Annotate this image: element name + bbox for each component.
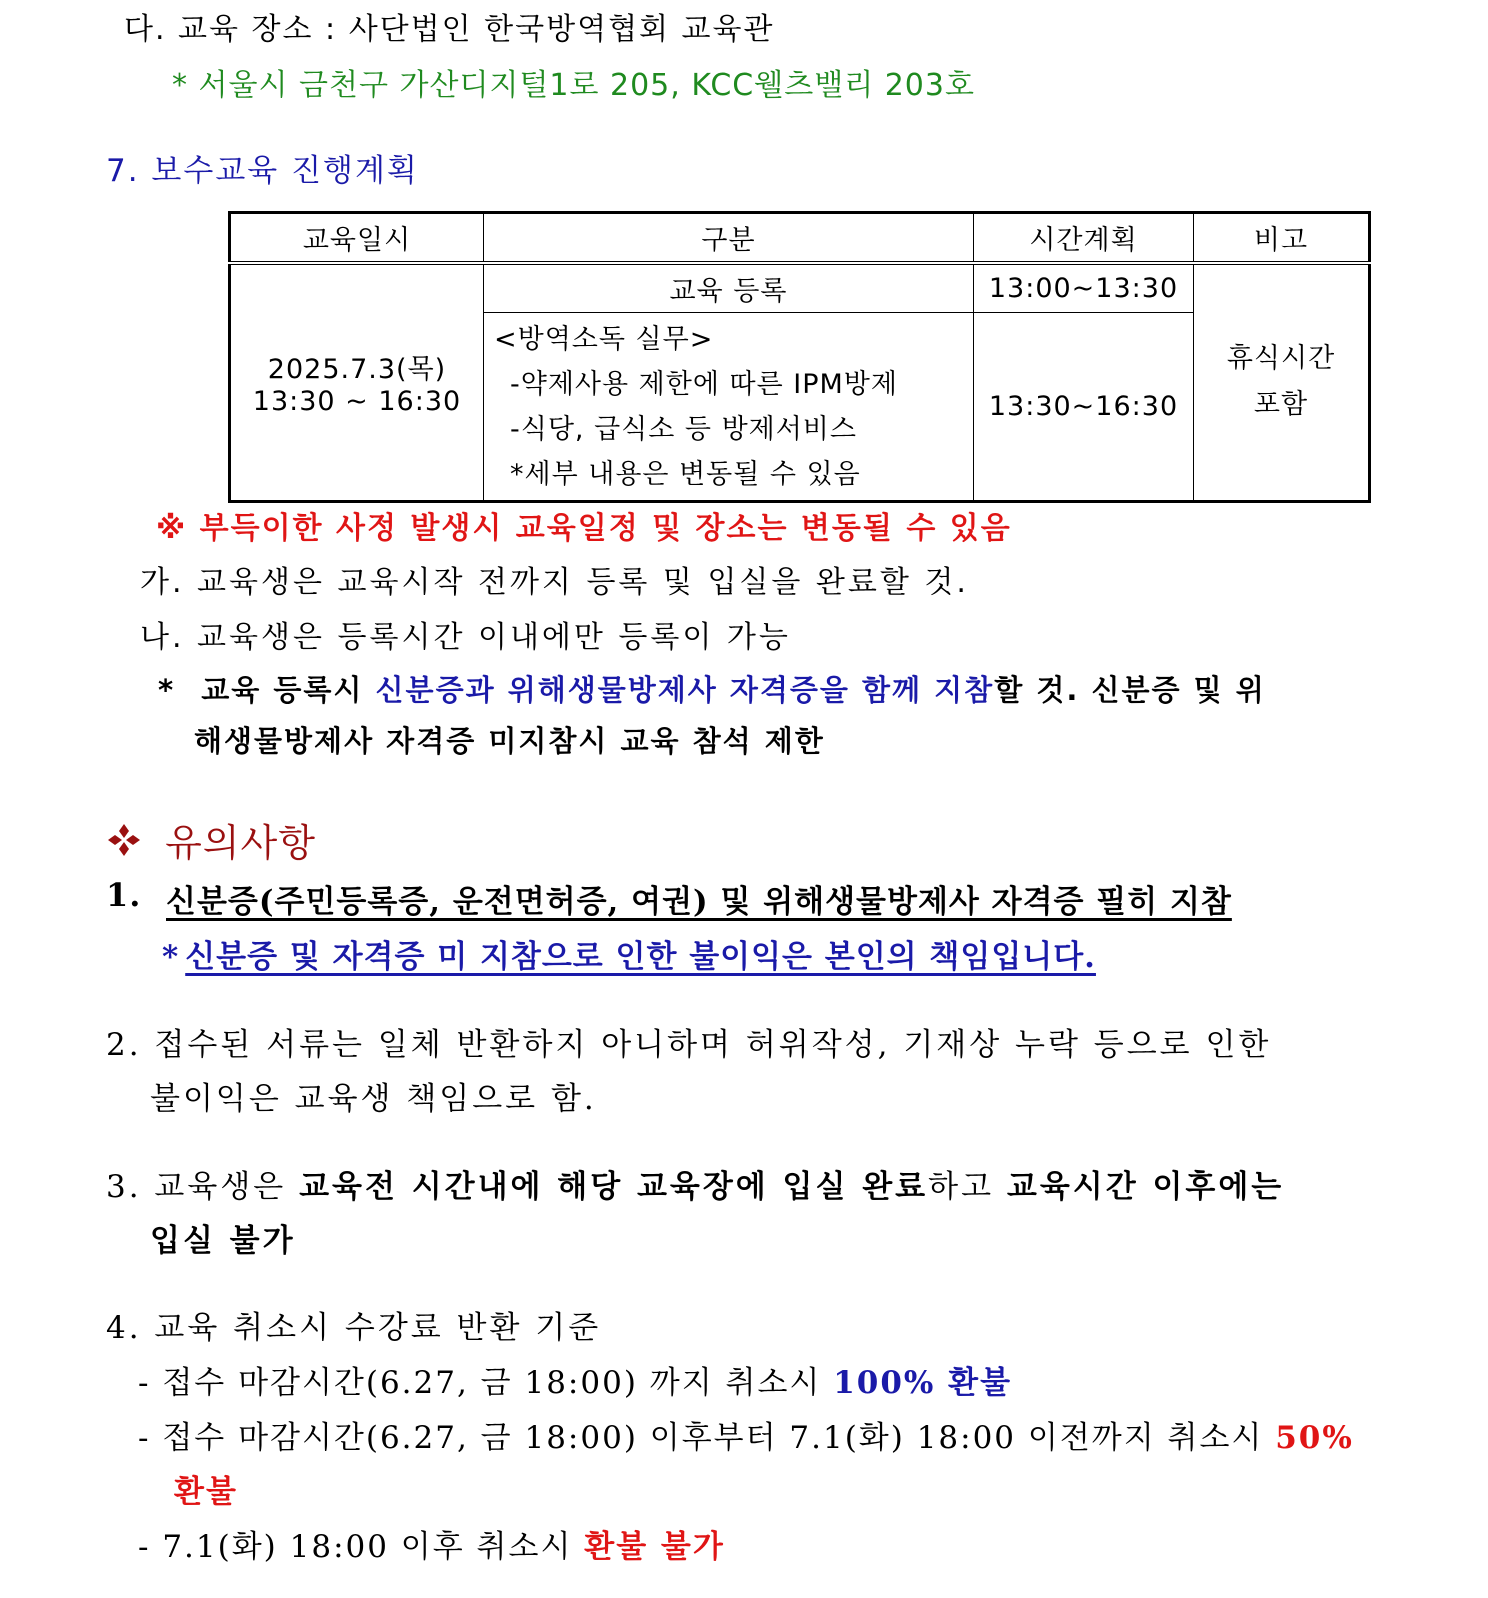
refund-rule-2-line2: 환불: [174, 1474, 238, 1510]
note-line2: 포함: [1253, 389, 1309, 421]
refund-rule-3: [138, 1521, 725, 1566]
header-datetime: 교육일시: [230, 213, 484, 263]
caution-2-line1: 2. 접수된 서류는 일체 반환하지 아니하며 허위작성, 기재상 누락 등으로 인한: [106, 1027, 1272, 1063]
caution-1-text: 신분증(주민등록증, 운전면허증, 여권) 및 위해생물방제사 자격증 필히 지참: [166, 884, 1232, 920]
date-cell: [230, 263, 484, 502]
section-title: 7. 보수교육 진행계획: [106, 153, 419, 189]
cautions-title: 유의사항: [165, 821, 316, 865]
location-line: 다. 교육 장소 : 사단법인 한국방역협회 교육관: [124, 12, 775, 47]
refund-rule-3-highlight: 환불 불가: [584, 1529, 725, 1565]
note-line1: 휴식시간: [1226, 343, 1336, 375]
refund-rule-2: [138, 1412, 1354, 1457]
date-text: 2025.7.3(목): [267, 354, 447, 386]
caution-3-line1: [106, 1161, 1284, 1206]
header-note: 비고: [1194, 213, 1370, 263]
cautions-heading: [106, 812, 316, 867]
caution-3-line2: 입실 불가: [150, 1223, 296, 1259]
refund-rule-1: [138, 1357, 1012, 1402]
star-note-part3: 할 것. 신분증 및 위: [994, 673, 1266, 707]
registration-time: 13:00~13:30: [974, 263, 1194, 313]
caution-3-prefix: 3. 교육생은: [106, 1169, 300, 1205]
refund-rule-2-highlight: 50%: [1275, 1420, 1354, 1456]
content-item: *세부 내용은 변동될 수 있음: [510, 459, 861, 490]
caution-1-sub: [162, 931, 1096, 976]
note-cell: [1194, 263, 1370, 502]
item-ga: 가. 교육생은 교육시작 전까지 등록 및 입실을 완료할 것.: [140, 565, 969, 600]
header-time-plan: 시간계획: [974, 213, 1194, 263]
session-time: 13:30~16:30: [974, 313, 1194, 502]
header-category: 구분: [484, 213, 974, 263]
star-note-line2: 해생물방제사 자격증 미지참시 교육 참석 제한: [194, 724, 825, 758]
registration-cell: 교육 등록: [484, 263, 974, 313]
content-item: -약제사용 제한에 따른 IPM방제: [510, 369, 898, 400]
caution-3-mid: 하고: [928, 1169, 1007, 1205]
time-range-text: 13:30 ~ 16:30: [252, 386, 462, 418]
refund-rule-3-text: - 7.1(화) 18:00 이후 취소시: [138, 1529, 585, 1565]
refund-rule-1-highlight: 100% 환불: [833, 1365, 1013, 1401]
caution-1-number: 1.: [106, 876, 142, 914]
notice-red: ※ 부득이한 사정 발생시 교육일정 및 장소는 변동될 수 있음: [156, 511, 1012, 546]
table-row: [230, 263, 1370, 313]
star-note-part1: 교육 등록시: [201, 673, 376, 707]
diamond-cross-icon: [106, 822, 142, 858]
caution-1-sub-star: *: [162, 939, 180, 975]
star-note-highlight: 신분증과 위해생물방제사 자격증을 함께 지참: [375, 673, 995, 707]
caution-3-bold1: 교육전 시간내에 해당 교육장에 입실 완료: [299, 1169, 929, 1205]
star-bullet: *: [158, 673, 176, 707]
caution-1-sub-text: 신분증 및 자격증 미 지참으로 인한 불이익은 본인의 책임입니다.: [185, 939, 1096, 975]
caution-2-line2: 불이익은 교육생 책임으로 함.: [150, 1081, 597, 1117]
star-note-line1: [158, 668, 1266, 709]
content-title: <방역소독 실무>: [494, 324, 714, 355]
content-item: -식당, 급식소 등 방제서비스: [510, 414, 857, 445]
refund-rule-1-text: - 접수 마감시간(6.27, 금 18:00) 까지 취소시: [138, 1365, 834, 1401]
item-na: 나. 교육생은 등록시간 이내에만 등록이 가능: [140, 620, 791, 655]
caution-4-title: 4. 교육 취소시 수강료 반환 기준: [106, 1310, 602, 1346]
location-address: * 서울시 금천구 가산디지털1로 205, KCC웰츠밸리 203호: [172, 68, 975, 103]
refund-rule-2-text: - 접수 마감시간(6.27, 금 18:00) 이후부터 7.1(화) 18:00 이전까지 취소시: [138, 1420, 1276, 1456]
schedule-table: [228, 211, 1371, 503]
caution-3-bold2: 교육시간 이후에는: [1006, 1169, 1285, 1205]
content-cell: [484, 313, 974, 502]
